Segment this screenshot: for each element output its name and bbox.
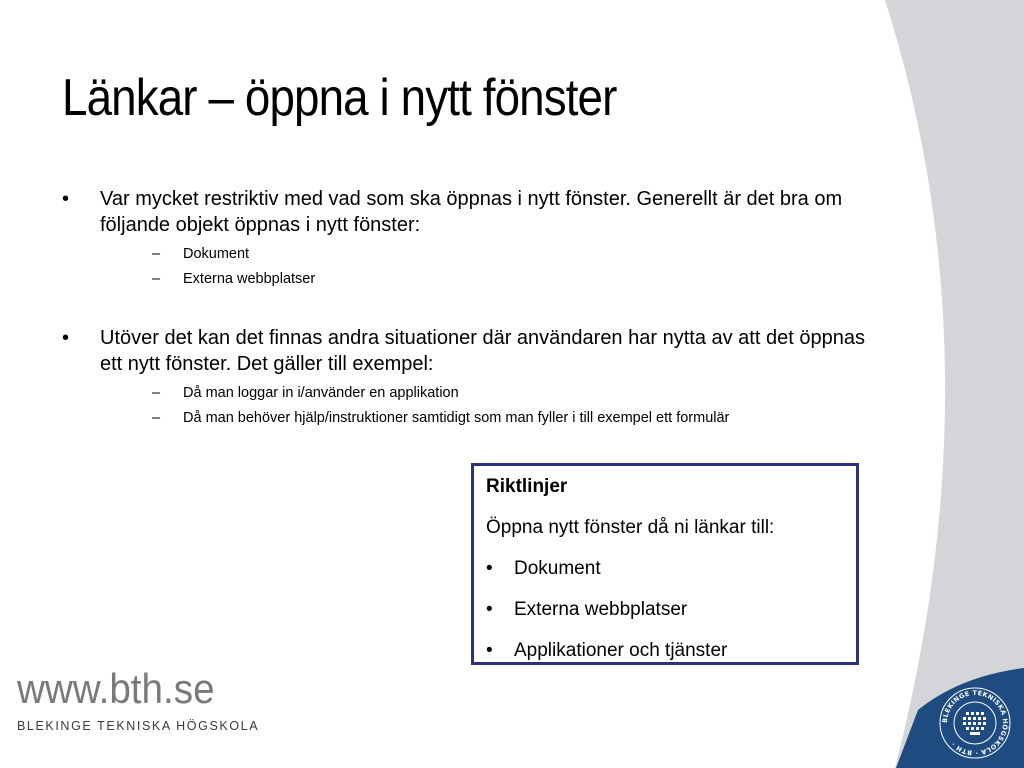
spacer [62, 292, 892, 325]
bullet-marker: • [62, 188, 70, 210]
bullet-marker: • [486, 640, 493, 661]
dash-marker: – [152, 246, 161, 262]
dash-marker: – [152, 385, 161, 401]
sub-item [100, 267, 892, 292]
sub-item-text: Då man behöver hjälp/instruktioner samtidigt som man fyller i till exempel ett formulär [183, 410, 730, 426]
bullet-text: Var mycket restriktiv med vad som ska öppnas i nytt fönster. Generellt är det bra om följande objekt öppnas i nytt fönster: [100, 188, 843, 236]
sub-item [100, 406, 892, 431]
guidelines-item-text: Dokument [514, 558, 601, 579]
guidelines-title: Riktlinjer [486, 476, 568, 497]
footer-url: www.bth.se [17, 665, 215, 712]
guidelines-box [471, 463, 859, 665]
slide-title: Länkar – öppna i nytt fönster [62, 69, 617, 127]
guidelines-item [486, 638, 844, 664]
slide-content [62, 186, 892, 431]
dash-marker: – [152, 410, 161, 426]
sub-item [100, 242, 892, 267]
sub-item-text: Externa webbplatser [183, 271, 316, 287]
sub-item [100, 381, 892, 406]
dash-marker: – [152, 271, 161, 287]
sub-list [100, 381, 892, 431]
guidelines-item-text: Applikationer och tjänster [514, 640, 728, 661]
bullet-marker: • [486, 599, 493, 620]
bullet-marker: • [62, 327, 70, 349]
guidelines-item-text: Externa webbplatser [514, 599, 688, 620]
guidelines-item [486, 556, 844, 582]
footer-institution: BLEKINGE TEKNISKA HÖGSKOLA [17, 719, 260, 733]
bullet-item [62, 186, 892, 292]
bullet-text: Utöver det kan det finnas andra situationer där användaren har nytta av att det öppnas ett nytt fönster. Det gäller till exempel: [100, 327, 865, 375]
guidelines-intro: Öppna nytt fönster då ni länkar till: [486, 517, 775, 538]
bth-seal-icon [937, 685, 1013, 761]
bullet-marker: • [486, 558, 493, 579]
sub-list [100, 242, 892, 292]
sub-item-text: Dokument [183, 246, 250, 262]
guidelines-item [486, 597, 844, 623]
sub-item-text: Då man loggar in i/använder en applikation [183, 385, 459, 401]
svg-text:BLEKINGE TEKNISKA HÖGSKOLA · B: BLEKINGE TEKNISKA HÖGSKOLA · BTH · [940, 688, 1010, 758]
bullet-item [62, 325, 892, 431]
